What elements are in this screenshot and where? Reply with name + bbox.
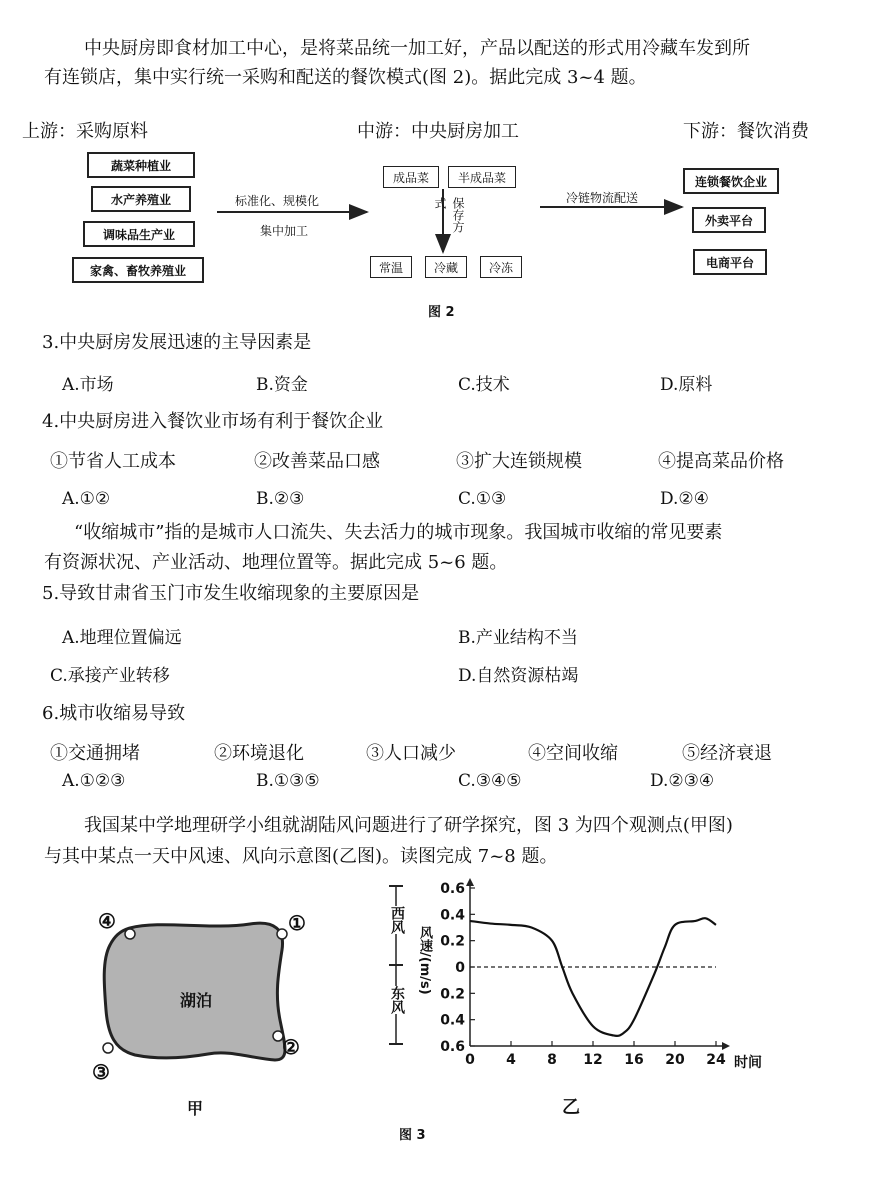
point-2-label: ② [282,1035,300,1059]
stage-midstream: 中游：中央厨房加工 [357,121,519,142]
q4-stem: 4.中央厨房进入餐饮业市场有利于餐饮企业 [42,411,384,432]
downstream-box-ecommerce: 电商平台 [693,249,767,275]
lake-label: 湖泊 [180,991,213,1010]
storage-box-chilled: 冷藏 [425,256,467,278]
y-axis-arrow [466,878,474,886]
x-tick-label: 12 [583,1052,603,1068]
q5-option-c: C.承接产业转移 [50,666,170,686]
storage-box-frozen: 冷冻 [480,256,522,278]
downstream-box-chain: 连锁餐饮企业 [683,168,779,194]
q4-option-a: A.①② [62,489,111,509]
q5-option-b: B.产业结构不当 [458,628,578,648]
product-box-semi: 半成品菜 [448,166,516,188]
upstream-box-vegetable: 蔬菜种植业 [87,152,195,178]
q6-item-2: ②环境退化 [214,743,304,764]
q6-option-b: B.①③⑤ [256,771,320,791]
x-tick-label: 0 [465,1052,475,1068]
intro2-line1: “收缩城市”指的是城市人口流失、失去活力的城市现象。我国城市收缩的常见要素 [74,522,723,543]
y-tick-label: 0.2 [440,986,465,1003]
point-4-marker [125,929,135,939]
q6-item-1: ①交通拥堵 [50,743,140,764]
stage-upstream: 上游：采购原料 [22,121,148,142]
west-wind-label: 西风 [389,906,405,934]
x-tick-label: 4 [506,1052,516,1068]
point-3-label: ③ [92,1060,110,1084]
q5-option-a: A.地理位置偏远 [62,628,182,648]
storage-label: 保存方式 [433,197,465,233]
east-wind-label: 东风 [389,986,405,1014]
q6-item-4: ④空间收缩 [528,743,618,764]
arrow-cold-chain-label: 冷链物流配送 [566,191,639,205]
q4-item-3: ③扩大连锁规模 [456,451,582,472]
point-1-marker [277,929,287,939]
wind-speed-series-line [470,918,716,1036]
wind-speed-chart [430,876,750,1076]
q6-option-a: A.①②③ [62,771,126,791]
figure-2-caption: 图 2 [428,305,455,320]
q3-stem: 3.中央厨房发展迅速的主导因素是 [42,332,312,353]
arrow-processing-label-1: 标准化、规模化 [235,194,320,208]
intro3-line2: 与其中某点一天中风速、风向示意图(乙图)。读图完成 7~8 题。 [44,846,558,867]
arrow-processing-label-2: 集中加工 [260,224,309,238]
q6-item-5: ⑤经济衰退 [682,743,772,764]
x-tick-label: 16 [624,1052,644,1068]
q5-option-d: D.自然资源枯竭 [458,666,579,686]
subfigure-b-label: 乙 [562,1097,580,1118]
intro1-line1: 中央厨房即食材加工中心，是将菜品统一加工好，产品以配送的形式用冷藏车发到所 [84,38,750,59]
product-box-finished: 成品菜 [383,166,439,188]
y-tick-label: 0.6 [440,881,465,897]
y-tick-label: 0.6 [440,1039,465,1055]
q3-option-b: B.资金 [256,375,308,395]
q6-option-d: D.②③④ [650,771,715,791]
point-1-label: ① [288,911,306,935]
y-axis-label: 风速/(m/s) [417,926,432,995]
q3-option-c: C.技术 [458,375,510,395]
x-axis-label: 时间 [734,1055,762,1071]
stage-downstream: 下游：餐饮消费 [683,121,809,142]
x-tick-label: 20 [665,1052,685,1068]
q4-option-c: C.①③ [458,489,507,509]
q4-option-b: B.②③ [256,489,305,509]
intro2-line2: 有资源状况、产业活动、地理位置等。据此完成 5~6 题。 [44,552,508,573]
upstream-box-livestock: 家禽、畜牧养殖业 [72,257,204,283]
x-tick-label: 8 [547,1052,557,1068]
x-axis-arrow [722,1042,730,1050]
y-tick-label: 0.4 [440,1012,465,1029]
q6-stem: 6.城市收缩易导致 [42,703,186,724]
downstream-box-takeout: 外卖平台 [692,207,766,233]
y-tick-label: 0.4 [440,907,465,924]
q4-item-4: ④提高菜品价格 [658,451,784,472]
q4-item-2: ②改善菜品口感 [254,451,380,472]
y-tick-label: 0 [455,960,465,976]
figure-3-caption: 图 3 [399,1128,426,1143]
q5-stem: 5.导致甘肃省玉门市发生收缩现象的主要原因是 [42,583,420,604]
q6-option-c: C.③④⑤ [458,771,522,791]
y-tick-label: 0.2 [440,933,465,950]
intro1-line2: 有连锁店，集中实行统一采购和配送的餐饮模式(图 2)。据此完成 3~4 题。 [44,67,647,88]
upstream-box-aquaculture: 水产养殖业 [91,186,191,212]
q3-option-d: D.原料 [660,375,713,395]
point-4-label: ④ [98,909,116,933]
subfigure-a-label: 甲 [187,1099,204,1118]
point-3-marker [103,1043,113,1053]
intro3-line1: 我国某中学地理研学小组就湖陆风问题进行了研学探究，图 3 为四个观测点(甲图) [84,815,733,836]
q3-option-a: A.市场 [62,375,114,395]
q4-item-1: ①节省人工成本 [50,451,176,472]
q4-option-d: D.②④ [660,489,709,509]
x-tick-label: 24 [706,1052,726,1068]
storage-box-room-temp: 常温 [370,256,412,278]
upstream-box-condiment: 调味品生产业 [83,221,195,247]
q6-item-3: ③人口减少 [366,743,456,764]
